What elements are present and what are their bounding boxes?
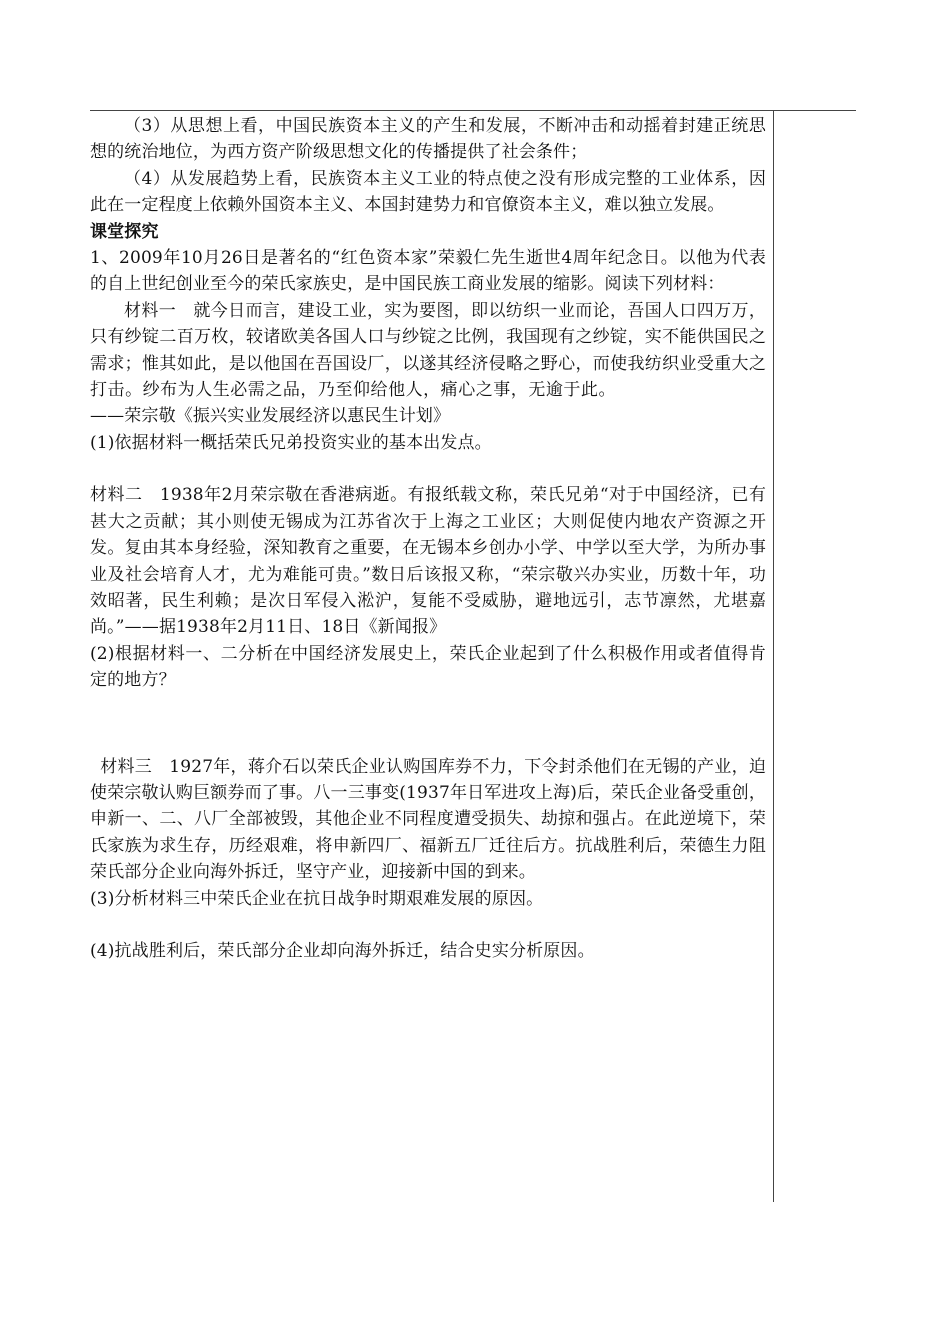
material-two: 材料二 1938年2月荣宗敬在香港病逝。有报纸载文称，荣氏兄弟“对于中国经济，已有甚大之贡献；其小则使无锡成为江苏省次于上海之工业区；大则促使内地农产资源之开发。复由其本身经验，深知教育之重要，在无锡本乡创办小学、中学以至大学，为所办事业及社会培育人才，尤为难能可贵。”数日后该报又称，“荣宗敬兴办实业，历数十年，功效昭著，民生利赖；是次日军侵入淞沪，复能不受威胁，避地远引，志节凛然，尤堪嘉尚。”——据1938年2月11日、18日《新闻报》 [90,485,766,638]
paragraph-point-3: （3）从思想上看，中国民族资本主义的产生和发展，不断冲击和动摇着封建正统思想的统治地位，为西方资产阶级思想文化的传播提供了社会条件； [90,116,766,163]
section-heading: 课堂探究 [90,221,159,242]
material-three: 材料三 1927年，蒋介石以荣氏企业认购国库券不力，下令封杀他们在无锡的产业，迫使荣宗敬认购巨额券而了事。八一三事变(1937年日军进攻上海)后，荣氏企业备受重创，申新一、二、八厂全部被毁，其他企业不同程度遭受损失、劫掠和强占。在此逆境下，荣氏家族为求生存，历经艰难，将申新四厂、福新五厂迁往后方。抗战胜利后，荣德生力阻荣氏部分企业向海外拆迁，坚守产业，迎接新中国的到来。 [90,756,766,883]
answer-space-3 [90,912,766,938]
material-one-source: ——荣宗敬《振兴实业发展经济以惠民生计划》 [90,406,451,427]
table-top-border [90,110,856,111]
sub-question-3: (3)分析材料三中荣氏企业在抗日战争时期艰难发展的原因。 [90,888,544,909]
sub-question-2: (2)根据材料一、二分析在中国经济发展史上，荣氏企业起到了什么积极作用或者值得肯定的地方？ [90,643,766,691]
sub-question-4: (4)抗战胜利后，荣氏部分企业却向海外拆迁，结合史实分析原因。 [90,940,595,961]
document-body [90,113,766,964]
sub-question-1: (1)依据材料一概括荣氏兄弟投资实业的基本出发点。 [90,432,492,453]
answer-space-1 [90,456,766,482]
paragraph-point-4: （4）从发展趋势上看，民族资本主义工业的特点使之没有形成完整的工业体系，因此在一定程度上依赖外国资本主义、本国封建势力和官僚资本主义，难以独立发展。 [90,168,766,216]
material-one-text: 材料一 就今日而言，建设工业，实为要图，即以纺织一业而论，吾国人口四万万，只有纱锭二百万枚，较诸欧美各国人口与纱锭之比例，我国现有之纱锭，实不能供国民之需求；惟其如此，是以他国在吾国设厂，以遂其经济侵略之野心，而使我纺织业受重大之打击。纱布为人生必需之品，乃至仰给他人，痛心之事，无逾于此。 [90,300,766,401]
answer-space-2 [90,694,766,746]
question-intro: 1、2009年10月26日是著名的“红色资本家”荣毅仁先生逝世4周年纪念日。以他为代表的自上世纪创业至今的荣氏家族史，是中国民族工商业发展的缩影。阅读下列材料： [90,248,766,295]
material-one [90,298,766,430]
table-right-border [773,110,774,1202]
